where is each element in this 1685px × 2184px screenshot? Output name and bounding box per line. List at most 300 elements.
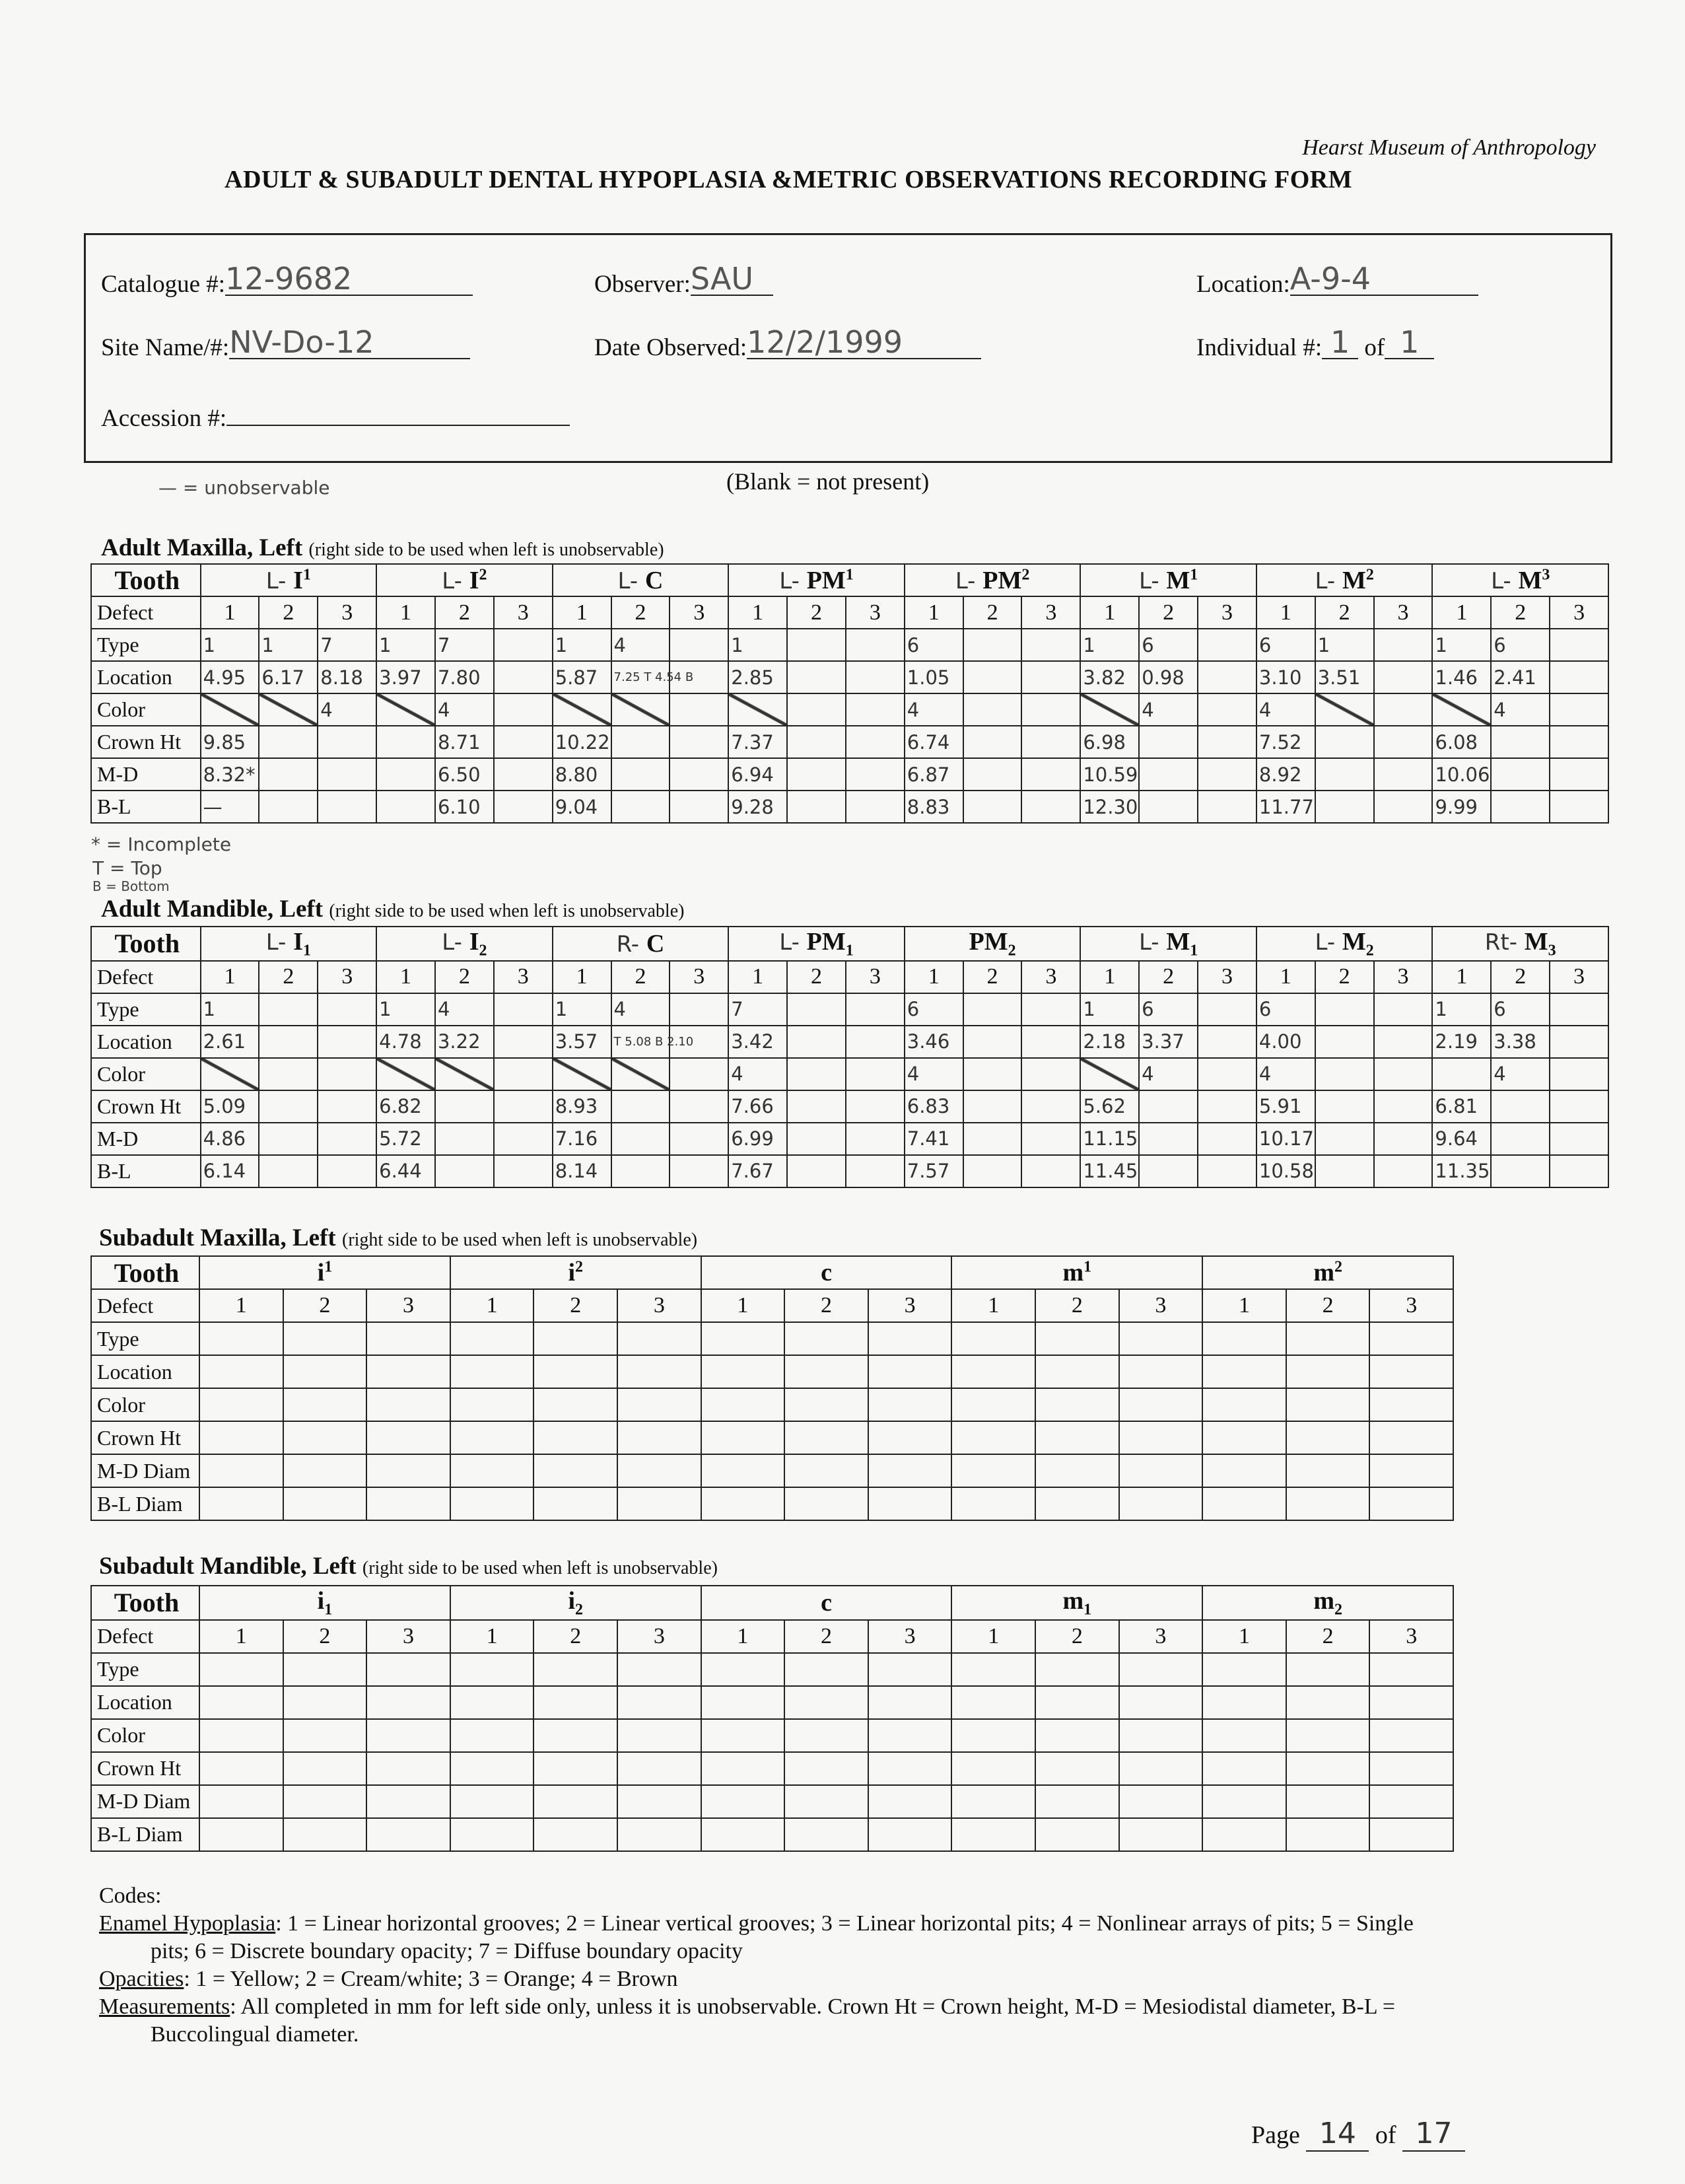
data-cell[interactable]: 1 <box>728 629 787 661</box>
data-cell[interactable] <box>376 791 435 823</box>
data-cell[interactable] <box>1286 1322 1370 1355</box>
data-cell[interactable] <box>1432 693 1491 726</box>
data-cell[interactable] <box>846 661 905 693</box>
data-cell[interactable] <box>617 1719 701 1752</box>
data-cell[interactable] <box>366 1388 450 1421</box>
data-cell[interactable] <box>1315 726 1374 758</box>
data-cell[interactable]: 6 <box>1139 993 1198 1026</box>
data-cell[interactable] <box>846 993 905 1026</box>
data-cell[interactable] <box>199 1785 283 1818</box>
data-cell[interactable] <box>1035 1322 1119 1355</box>
data-cell[interactable] <box>1035 1785 1119 1818</box>
data-cell[interactable] <box>1315 758 1374 791</box>
data-cell[interactable] <box>1202 1487 1286 1520</box>
data-cell[interactable] <box>199 1388 283 1421</box>
data-cell[interactable] <box>670 693 728 726</box>
data-cell[interactable]: 2.61 <box>201 1026 259 1058</box>
data-cell[interactable]: 2.85 <box>728 661 787 693</box>
data-cell[interactable] <box>701 1388 785 1421</box>
data-cell[interactable] <box>701 1355 785 1388</box>
data-cell[interactable] <box>1035 1653 1119 1686</box>
data-cell[interactable] <box>784 1719 868 1752</box>
data-cell[interactable]: 6.99 <box>728 1123 787 1155</box>
data-cell[interactable]: 2.19 <box>1432 1026 1491 1058</box>
data-cell[interactable]: 4 <box>435 693 494 726</box>
data-cell[interactable]: 1 <box>1080 993 1139 1026</box>
data-cell[interactable] <box>1119 1388 1203 1421</box>
data-cell[interactable] <box>787 661 846 693</box>
data-cell[interactable] <box>283 1785 367 1818</box>
data-cell[interactable] <box>318 1058 376 1090</box>
data-cell[interactable]: 3.37 <box>1139 1026 1198 1058</box>
data-cell[interactable] <box>366 1421 450 1454</box>
data-cell[interactable] <box>1119 1355 1203 1388</box>
data-cell[interactable] <box>670 1155 728 1187</box>
data-cell[interactable] <box>1202 1752 1286 1785</box>
data-cell[interactable] <box>1369 1487 1453 1520</box>
data-cell[interactable] <box>1315 1123 1374 1155</box>
data-cell[interactable]: 4 <box>611 993 670 1026</box>
data-cell[interactable] <box>1491 1155 1550 1187</box>
data-cell[interactable] <box>1374 1123 1433 1155</box>
data-cell[interactable] <box>318 758 376 791</box>
data-cell[interactable] <box>951 1752 1035 1785</box>
data-cell[interactable] <box>1139 1123 1198 1155</box>
data-cell[interactable] <box>1374 758 1433 791</box>
data-cell[interactable] <box>199 1487 283 1520</box>
data-cell[interactable] <box>494 1155 553 1187</box>
data-cell[interactable] <box>533 1686 617 1719</box>
data-cell[interactable] <box>533 1719 617 1752</box>
data-cell[interactable] <box>1202 1355 1286 1388</box>
data-cell[interactable] <box>1198 1155 1256 1187</box>
data-cell[interactable]: 6.74 <box>905 726 963 758</box>
data-cell[interactable]: 3.82 <box>1080 661 1139 693</box>
data-cell[interactable] <box>318 1155 376 1187</box>
data-cell[interactable] <box>868 1818 952 1851</box>
data-cell[interactable] <box>376 1058 435 1090</box>
data-cell[interactable]: 6.83 <box>905 1090 963 1123</box>
data-cell[interactable] <box>533 1785 617 1818</box>
data-cell[interactable] <box>701 1454 785 1487</box>
data-cell[interactable] <box>1035 1752 1119 1785</box>
data-cell[interactable] <box>1550 791 1608 823</box>
data-cell[interactable] <box>1550 993 1608 1026</box>
data-cell[interactable] <box>1198 791 1256 823</box>
data-cell[interactable] <box>199 1818 283 1851</box>
data-cell[interactable] <box>1035 1686 1119 1719</box>
data-cell[interactable]: 6.98 <box>1080 726 1139 758</box>
data-cell[interactable] <box>868 1752 952 1785</box>
data-cell[interactable]: 6.14 <box>201 1155 259 1187</box>
data-cell[interactable] <box>963 661 1022 693</box>
data-cell[interactable] <box>201 693 259 726</box>
data-cell[interactable] <box>494 993 553 1026</box>
data-cell[interactable] <box>787 758 846 791</box>
data-cell[interactable] <box>1119 1653 1203 1686</box>
data-cell[interactable] <box>617 1752 701 1785</box>
data-cell[interactable] <box>1202 1653 1286 1686</box>
data-cell[interactable]: 9.99 <box>1432 791 1491 823</box>
data-cell[interactable] <box>611 1123 670 1155</box>
data-cell[interactable] <box>450 1653 534 1686</box>
data-cell[interactable] <box>450 1388 534 1421</box>
data-cell[interactable] <box>494 693 553 726</box>
data-cell[interactable] <box>1286 1653 1370 1686</box>
data-cell[interactable] <box>1369 1818 1453 1851</box>
data-cell[interactable] <box>617 1487 701 1520</box>
data-cell[interactable] <box>1374 661 1433 693</box>
data-cell[interactable] <box>784 1322 868 1355</box>
data-cell[interactable] <box>1369 1653 1453 1686</box>
data-cell[interactable]: 12.30 <box>1080 791 1139 823</box>
data-cell[interactable] <box>670 1123 728 1155</box>
data-cell[interactable]: 7.66 <box>728 1090 787 1123</box>
data-cell[interactable] <box>963 1155 1022 1187</box>
data-cell[interactable] <box>1369 1752 1453 1785</box>
data-cell[interactable]: 4 <box>905 693 963 726</box>
data-cell[interactable] <box>1550 1090 1608 1123</box>
data-cell[interactable] <box>450 1487 534 1520</box>
data-cell[interactable]: 0.98 <box>1139 661 1198 693</box>
data-cell[interactable]: 6.10 <box>435 791 494 823</box>
data-cell[interactable] <box>1119 1785 1203 1818</box>
data-cell[interactable]: 4.00 <box>1256 1026 1315 1058</box>
data-cell[interactable] <box>450 1818 534 1851</box>
data-cell[interactable] <box>1315 1058 1374 1090</box>
data-cell[interactable] <box>1198 1026 1256 1058</box>
data-cell[interactable]: 6.50 <box>435 758 494 791</box>
data-cell[interactable] <box>1198 993 1256 1026</box>
data-cell[interactable] <box>1035 1421 1119 1454</box>
data-cell[interactable]: 11.45 <box>1080 1155 1139 1187</box>
data-cell[interactable] <box>611 1155 670 1187</box>
data-cell[interactable]: 11.35 <box>1432 1155 1491 1187</box>
data-cell[interactable] <box>951 1454 1035 1487</box>
data-cell[interactable] <box>450 1686 534 1719</box>
data-cell[interactable] <box>701 1752 785 1785</box>
data-cell[interactable]: 1 <box>259 629 318 661</box>
data-cell[interactable] <box>199 1355 283 1388</box>
data-cell[interactable] <box>963 1058 1022 1090</box>
data-cell[interactable] <box>1119 1818 1203 1851</box>
data-cell[interactable]: 7.52 <box>1256 726 1315 758</box>
data-cell[interactable]: 8.80 <box>553 758 611 791</box>
data-cell[interactable]: 4 <box>1256 693 1315 726</box>
data-cell[interactable] <box>259 693 318 726</box>
data-cell[interactable] <box>868 1719 952 1752</box>
data-cell[interactable] <box>787 1026 846 1058</box>
data-cell[interactable]: 6 <box>1256 993 1315 1026</box>
data-cell[interactable] <box>787 1058 846 1090</box>
data-cell[interactable] <box>1374 693 1433 726</box>
data-cell[interactable] <box>670 758 728 791</box>
date-field[interactable] <box>594 324 981 362</box>
data-cell[interactable] <box>951 1785 1035 1818</box>
data-cell[interactable]: 6.94 <box>728 758 787 791</box>
data-cell[interactable] <box>1021 758 1080 791</box>
data-cell[interactable] <box>450 1785 534 1818</box>
data-cell[interactable]: 4 <box>318 693 376 726</box>
data-cell[interactable] <box>1286 1752 1370 1785</box>
data-cell[interactable] <box>199 1454 283 1487</box>
data-cell[interactable] <box>259 1155 318 1187</box>
data-cell[interactable] <box>1198 726 1256 758</box>
data-cell[interactable] <box>1550 693 1608 726</box>
data-cell[interactable]: 5.87 <box>553 661 611 693</box>
data-cell[interactable] <box>784 1818 868 1851</box>
data-cell[interactable]: 3.22 <box>435 1026 494 1058</box>
data-cell[interactable]: 3.51 <box>1315 661 1374 693</box>
data-cell[interactable] <box>1021 1090 1080 1123</box>
data-cell[interactable]: 6.08 <box>1432 726 1491 758</box>
data-cell[interactable] <box>259 791 318 823</box>
data-cell[interactable] <box>963 758 1022 791</box>
data-cell[interactable] <box>963 993 1022 1026</box>
data-cell[interactable] <box>1035 1388 1119 1421</box>
data-cell[interactable] <box>701 1487 785 1520</box>
data-cell[interactable] <box>318 726 376 758</box>
data-cell[interactable] <box>283 1355 367 1388</box>
data-cell[interactable] <box>1139 1155 1198 1187</box>
data-cell[interactable] <box>846 1026 905 1058</box>
data-cell[interactable] <box>670 726 728 758</box>
data-cell[interactable] <box>617 1454 701 1487</box>
data-cell[interactable] <box>784 1785 868 1818</box>
data-cell[interactable]: 8.71 <box>435 726 494 758</box>
data-cell[interactable] <box>494 629 553 661</box>
data-cell[interactable]: 4 <box>905 1058 963 1090</box>
data-cell[interactable]: 8.14 <box>553 1155 611 1187</box>
data-cell[interactable] <box>1119 1454 1203 1487</box>
data-cell[interactable] <box>318 993 376 1026</box>
data-cell[interactable]: 1.46 <box>1432 661 1491 693</box>
data-cell[interactable] <box>963 629 1022 661</box>
data-cell[interactable]: 6 <box>1491 993 1550 1026</box>
data-cell[interactable] <box>787 1155 846 1187</box>
data-cell[interactable]: 7.80 <box>435 661 494 693</box>
data-cell[interactable] <box>868 1355 952 1388</box>
data-cell[interactable] <box>846 1090 905 1123</box>
data-cell[interactable]: 10.58 <box>1256 1155 1315 1187</box>
data-cell[interactable] <box>450 1752 534 1785</box>
data-cell[interactable] <box>617 1653 701 1686</box>
data-cell[interactable] <box>701 1719 785 1752</box>
data-cell[interactable] <box>494 758 553 791</box>
data-cell[interactable] <box>784 1355 868 1388</box>
data-cell[interactable] <box>1491 1123 1550 1155</box>
data-cell[interactable] <box>1369 1785 1453 1818</box>
data-cell[interactable]: 1.05 <box>905 661 963 693</box>
data-cell[interactable]: 4 <box>1139 1058 1198 1090</box>
data-cell[interactable]: 3.38 <box>1491 1026 1550 1058</box>
data-cell[interactable] <box>963 693 1022 726</box>
data-cell[interactable] <box>1198 629 1256 661</box>
data-cell[interactable] <box>1315 1090 1374 1123</box>
data-cell[interactable] <box>366 1752 450 1785</box>
data-cell[interactable] <box>868 1686 952 1719</box>
data-cell[interactable]: 7 <box>435 629 494 661</box>
data-cell[interactable] <box>617 1818 701 1851</box>
data-cell[interactable]: 4 <box>728 1058 787 1090</box>
data-cell[interactable] <box>701 1653 785 1686</box>
data-cell[interactable] <box>533 1653 617 1686</box>
data-cell[interactable]: 3.57 <box>553 1026 611 1058</box>
individual-field[interactable] <box>1196 324 1434 362</box>
data-cell[interactable]: 9.04 <box>553 791 611 823</box>
data-cell[interactable] <box>1369 1355 1453 1388</box>
data-cell[interactable]: 8.93 <box>553 1090 611 1123</box>
data-cell[interactable] <box>1374 1155 1433 1187</box>
data-cell[interactable] <box>1315 1026 1374 1058</box>
data-cell[interactable] <box>283 1487 367 1520</box>
data-cell[interactable] <box>951 1421 1035 1454</box>
data-cell[interactable]: 3.42 <box>728 1026 787 1058</box>
data-cell[interactable] <box>784 1752 868 1785</box>
data-cell[interactable] <box>1119 1719 1203 1752</box>
data-cell[interactable] <box>259 726 318 758</box>
data-cell[interactable]: 6.44 <box>376 1155 435 1187</box>
data-cell[interactable] <box>494 661 553 693</box>
data-cell[interactable] <box>1369 1686 1453 1719</box>
data-cell[interactable]: 11.77 <box>1256 791 1315 823</box>
data-cell[interactable] <box>1369 1421 1453 1454</box>
data-cell[interactable]: 4 <box>1491 693 1550 726</box>
data-cell[interactable] <box>951 1355 1035 1388</box>
data-cell[interactable] <box>1021 629 1080 661</box>
data-cell[interactable] <box>283 1421 367 1454</box>
data-cell[interactable] <box>611 758 670 791</box>
data-cell[interactable] <box>435 1123 494 1155</box>
data-cell[interactable] <box>1550 1058 1608 1090</box>
data-cell[interactable] <box>1315 1155 1374 1187</box>
data-cell[interactable] <box>1374 726 1433 758</box>
data-cell[interactable]: 5.72 <box>376 1123 435 1155</box>
data-cell[interactable] <box>533 1355 617 1388</box>
data-cell[interactable] <box>1021 1058 1080 1090</box>
data-cell[interactable] <box>366 1454 450 1487</box>
data-cell[interactable] <box>1202 1322 1286 1355</box>
data-cell[interactable]: 1 <box>1080 629 1139 661</box>
data-cell[interactable] <box>617 1785 701 1818</box>
data-cell[interactable]: 1 <box>201 629 259 661</box>
data-cell[interactable] <box>376 693 435 726</box>
data-cell[interactable]: 1 <box>553 993 611 1026</box>
data-cell[interactable] <box>1198 661 1256 693</box>
data-cell[interactable] <box>283 1454 367 1487</box>
data-cell[interactable] <box>784 1388 868 1421</box>
data-cell[interactable] <box>318 791 376 823</box>
data-cell[interactable]: 6 <box>1139 629 1198 661</box>
data-cell[interactable]: 8.32* <box>201 758 259 791</box>
data-cell[interactable] <box>283 1388 367 1421</box>
data-cell[interactable] <box>259 1090 318 1123</box>
data-cell[interactable] <box>318 1123 376 1155</box>
data-cell[interactable] <box>199 1653 283 1686</box>
data-cell[interactable] <box>366 1487 450 1520</box>
data-cell[interactable] <box>1202 1388 1286 1421</box>
data-cell[interactable] <box>1035 1719 1119 1752</box>
data-cell[interactable] <box>1550 629 1608 661</box>
data-cell[interactable] <box>1119 1322 1203 1355</box>
data-cell[interactable] <box>494 726 553 758</box>
data-cell[interactable] <box>617 1322 701 1355</box>
data-cell[interactable]: 1 <box>201 993 259 1026</box>
data-cell[interactable] <box>1021 1155 1080 1187</box>
data-cell[interactable] <box>1202 1686 1286 1719</box>
data-cell[interactable] <box>533 1388 617 1421</box>
data-cell[interactable] <box>533 1421 617 1454</box>
data-cell[interactable] <box>1374 1058 1433 1090</box>
data-cell[interactable]: 7.16 <box>553 1123 611 1155</box>
data-cell[interactable] <box>1139 726 1198 758</box>
data-cell[interactable] <box>784 1421 868 1454</box>
data-cell[interactable] <box>259 1026 318 1058</box>
data-cell[interactable] <box>533 1454 617 1487</box>
data-cell[interactable] <box>199 1719 283 1752</box>
data-cell[interactable]: 7.37 <box>728 726 787 758</box>
data-cell[interactable] <box>868 1388 952 1421</box>
data-cell[interactable]: 2.41 <box>1491 661 1550 693</box>
data-cell[interactable] <box>199 1421 283 1454</box>
data-cell[interactable] <box>701 1785 785 1818</box>
data-cell[interactable] <box>450 1454 534 1487</box>
data-cell[interactable]: 6.81 <box>1432 1090 1491 1123</box>
data-cell[interactable] <box>1035 1355 1119 1388</box>
data-cell[interactable] <box>494 791 553 823</box>
data-cell[interactable] <box>951 1686 1035 1719</box>
data-cell[interactable] <box>450 1355 534 1388</box>
data-cell[interactable] <box>366 1322 450 1355</box>
data-cell[interactable]: 7.25 T 4.54 B <box>611 661 670 693</box>
data-cell[interactable] <box>494 1026 553 1058</box>
data-cell[interactable] <box>376 758 435 791</box>
data-cell[interactable] <box>199 1686 283 1719</box>
data-cell[interactable]: 6 <box>905 629 963 661</box>
data-cell[interactable]: 7 <box>728 993 787 1026</box>
data-cell[interactable] <box>283 1818 367 1851</box>
data-cell[interactable] <box>283 1686 367 1719</box>
data-cell[interactable] <box>846 629 905 661</box>
data-cell[interactable] <box>376 726 435 758</box>
data-cell[interactable] <box>318 1026 376 1058</box>
data-cell[interactable] <box>617 1421 701 1454</box>
data-cell[interactable] <box>701 1421 785 1454</box>
data-cell[interactable] <box>963 1026 1022 1058</box>
site-field[interactable] <box>101 324 470 362</box>
data-cell[interactable] <box>259 993 318 1026</box>
data-cell[interactable]: 4.95 <box>201 661 259 693</box>
data-cell[interactable] <box>963 1090 1022 1123</box>
data-cell[interactable] <box>617 1686 701 1719</box>
data-cell[interactable] <box>1035 1454 1119 1487</box>
data-cell[interactable]: 3.97 <box>376 661 435 693</box>
data-cell[interactable] <box>318 1090 376 1123</box>
data-cell[interactable]: 6.82 <box>376 1090 435 1123</box>
data-cell[interactable]: 7.41 <box>905 1123 963 1155</box>
data-cell[interactable] <box>435 1090 494 1123</box>
data-cell[interactable] <box>611 726 670 758</box>
data-cell[interactable] <box>787 1090 846 1123</box>
data-cell[interactable] <box>1119 1487 1203 1520</box>
data-cell[interactable]: 4 <box>435 993 494 1026</box>
accession-field[interactable] <box>101 398 570 433</box>
data-cell[interactable] <box>201 1058 259 1090</box>
data-cell[interactable] <box>670 1090 728 1123</box>
data-cell[interactable] <box>1369 1454 1453 1487</box>
data-cell[interactable] <box>1491 1090 1550 1123</box>
data-cell[interactable]: 6 <box>1491 629 1550 661</box>
